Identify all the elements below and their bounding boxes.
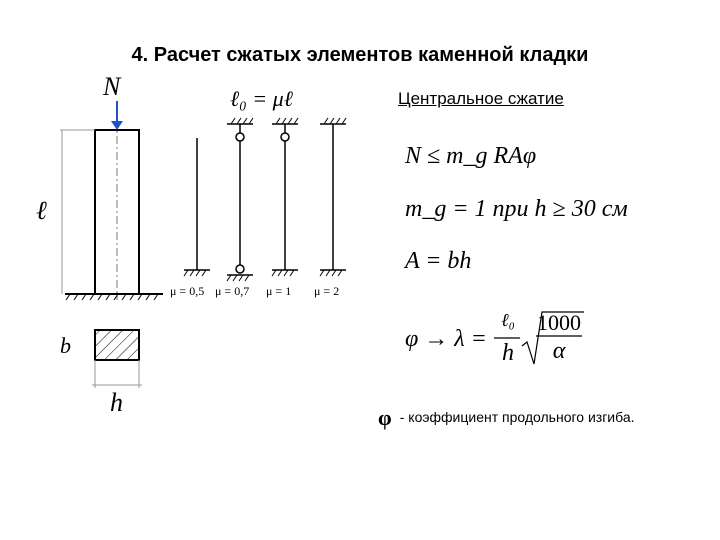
height-label: h <box>110 388 123 417</box>
formula-4-sqrt-den: α <box>552 338 566 364</box>
force-arrow <box>111 101 123 130</box>
mu-label-2: μ = 1 <box>266 284 292 298</box>
formula-4-sqrt-num: 1000 <box>537 310 581 335</box>
scheme-mu-0-5 <box>184 138 210 276</box>
note-text: - коэффициент продольного изгиба. <box>399 409 635 425</box>
scheme-mu-1 <box>272 118 298 276</box>
scheme-mu-2 <box>320 118 346 276</box>
main-column <box>60 120 163 300</box>
subtitle: Центральное сжатие <box>398 89 564 108</box>
mu-label-3: μ = 2 <box>314 284 340 298</box>
cross-section <box>92 330 142 388</box>
page-title: 4. Расчет сжатых элементов каменной кладки <box>131 44 589 66</box>
formula-3: A = bh <box>405 248 472 274</box>
formula-4-den: h <box>502 340 514 366</box>
effective-length-formula: ℓ₀ = μℓ <box>230 86 293 111</box>
formula-4-num: ℓ₀ <box>501 310 515 330</box>
mu-label-0: μ = 0,5 <box>170 284 205 298</box>
formula-2: m_g = 1 при h ≥ 30 см <box>405 196 628 222</box>
formula-1: N ≤ m_g RAφ <box>405 143 537 169</box>
note-symbol: φ <box>378 405 392 430</box>
scheme-mu-0-7 <box>227 118 253 281</box>
mu-label-1: μ = 0,7 <box>215 284 250 298</box>
width-label: b <box>60 333 71 358</box>
note <box>378 405 635 431</box>
force-label: N <box>103 72 121 101</box>
formula-4-left: φ → λ = <box>405 326 487 352</box>
length-label: ℓ <box>36 196 47 225</box>
